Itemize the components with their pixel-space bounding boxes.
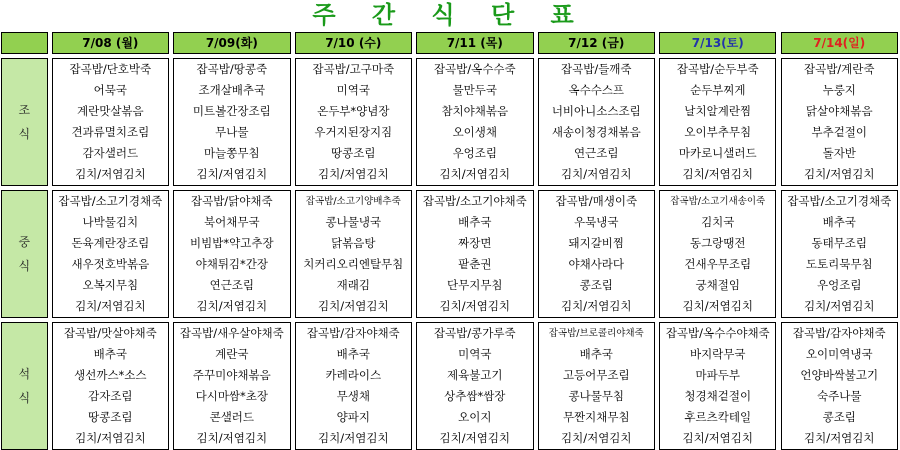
menu-item: 바지락무국	[689, 347, 746, 361]
menu-item: 참치야채볶음	[441, 104, 509, 118]
menu-item: 우거지된장지짐	[314, 125, 393, 139]
menu-item: 잡곡밥/계란죽	[803, 62, 875, 76]
menu-item: 미트볼간장조림	[192, 104, 271, 118]
menu-item: 김치/저염김치	[439, 431, 511, 445]
menu-item: 야채사라다	[568, 257, 625, 271]
menu-item: 조개살배추국	[198, 83, 266, 97]
day-header-wed: 7/10 (수)	[295, 32, 412, 54]
menu-item: 동태무조림	[811, 236, 868, 250]
menu-item: 무생채	[336, 389, 370, 403]
menu-item: 배추국	[822, 215, 856, 229]
menu-item: 돌자반	[822, 146, 856, 160]
menu-item: 오이미역냉국	[805, 347, 873, 361]
menu-item: 동그랑땡전	[689, 236, 746, 250]
menu-item: 건새우무조림	[684, 257, 752, 271]
menu-item: 후르츠칵테일	[684, 410, 752, 424]
dinner-wed-menu-cell	[295, 322, 412, 450]
menu-item: 김치/저염김치	[803, 167, 875, 181]
lunch-tue-menu-cell	[173, 190, 290, 318]
menu-item: 잡곡밥/소고기야채죽	[422, 194, 527, 208]
menu-item: 잡곡밥/새우살야채죽	[179, 326, 284, 340]
menu-item: 잡곡밥/고구마죽	[312, 62, 395, 76]
menu-item: 김치/저염김치	[682, 167, 754, 181]
menu-item: 잡곡밥/들깨죽	[561, 62, 632, 76]
lunch-sat-menu-cell	[659, 190, 776, 318]
meal-label-char: 식	[18, 127, 31, 141]
menu-item: 팥춘권	[458, 257, 492, 271]
menu-item: 잡곡밥/옥수수야채죽	[665, 326, 770, 340]
menu-item: 다시마쌈*초장	[195, 389, 269, 403]
menu-item: 김치/저염김치	[561, 431, 632, 445]
menu-item: 연근조림	[574, 146, 619, 160]
dinner-thu-menu-cell	[416, 322, 533, 450]
menu-item: 우엉조림	[452, 146, 497, 160]
menu-item: 감자조림	[88, 389, 133, 403]
menu-item: 카레라이스	[325, 368, 382, 382]
menu-item: 배추국	[93, 347, 127, 361]
menu-item: 콘샐러드	[209, 410, 255, 424]
menu-item: 오복지무침	[82, 278, 139, 292]
day-header-sat: 7/13(토)	[659, 32, 776, 54]
menu-item: 도토리묵무침	[805, 257, 873, 271]
lunch-sun-menu-cell	[781, 190, 898, 318]
meal-label-char: 조	[18, 103, 31, 117]
menu-item: 무짠지채무침	[562, 410, 630, 424]
day-header-sun: 7/14(일)	[781, 32, 898, 54]
meal-label-char: 식	[18, 391, 31, 405]
lunch-mon-menu-cell	[52, 190, 169, 318]
menu-item: 잡곡밥/땅콩죽	[196, 62, 268, 76]
menu-item: 순두부찌게	[689, 83, 746, 97]
lunch-wed-menu-cell	[295, 190, 412, 318]
menu-item: 단무지무침	[447, 278, 503, 292]
menu-item: 김치/저염김치	[196, 431, 268, 445]
lunch-label-cell	[1, 190, 48, 318]
menu-item: 잡곡밥/감자야채죽	[792, 326, 886, 340]
menu-item: 김치/저염김치	[803, 431, 875, 445]
menu-item: 배추국	[458, 215, 492, 229]
menu-item: 감자샐러드	[82, 146, 139, 160]
lunch-thu-menu-cell	[416, 190, 533, 318]
menu-item: 김치/저염김치	[682, 431, 754, 445]
menu-item: 너비아니소스조림	[551, 104, 641, 118]
menu-item: 어묵국	[93, 83, 127, 97]
menu-item: 잡곡밥/순두부죽	[676, 62, 759, 76]
menu-item: 계란국	[215, 347, 249, 361]
dinner-label-cell	[1, 322, 48, 450]
menu-item: 김치/저염김치	[318, 167, 389, 181]
menu-item: 오이지	[458, 410, 492, 424]
menu-item: 잡곡밥/소고기경채죽	[58, 194, 163, 208]
menu-item: 김치/저염김치	[75, 299, 146, 313]
menu-item: 오이부추무침	[684, 125, 752, 139]
menu-item: 땅콩조림	[88, 410, 133, 424]
menu-item: 연근조림	[209, 278, 255, 292]
menu-item: 콩나물무침	[568, 389, 625, 403]
menu-item: 온두부*양념장	[317, 104, 390, 118]
menu-item: 김치/저염김치	[318, 299, 389, 313]
menu-item: 새송이청경채볶음	[551, 125, 641, 139]
menu-item: 야채튀김*간장	[195, 257, 269, 271]
menu-item: 언양바싹불고기	[800, 368, 879, 382]
menu-item: 청경채겉절이	[684, 389, 752, 403]
menu-item: 닭볶음탕	[331, 236, 376, 250]
menu-item: 마늘쫑무침	[204, 146, 260, 160]
dinner-sat-menu-cell	[659, 322, 776, 450]
menu-item: 양파지	[336, 410, 370, 424]
menu-item: 주꾸미야채볶음	[192, 368, 271, 382]
menu-item: 날치알계란찜	[684, 104, 752, 118]
menu-item: 계란맛살볶음	[77, 104, 144, 118]
menu-item: 상추쌈*쌈장	[444, 389, 506, 403]
menu-item: 오이생채	[452, 125, 497, 139]
dinner-sun-menu-cell	[781, 322, 898, 450]
dinner-fri-menu-cell	[538, 322, 655, 450]
breakfast-wed-menu-cell	[295, 58, 412, 186]
menu-item: 배추국	[579, 347, 613, 361]
menu-item: 궁채절임	[695, 278, 740, 292]
menu-item: 김치/저염김치	[318, 431, 389, 445]
breakfast-thu-menu-cell	[416, 58, 533, 186]
menu-item: 잡곡밥/닭야채죽	[190, 194, 273, 208]
menu-item: 잡곡밥/옥수수죽	[433, 62, 516, 76]
page-title: 주 간 식 단 표	[312, 1, 588, 29]
meal-label-char: 석	[18, 367, 31, 381]
menu-item: 재래김	[336, 278, 370, 292]
menu-item: 우엉조림	[817, 278, 862, 292]
breakfast-row	[1, 58, 898, 186]
menu-item: 새우젓호박볶음	[71, 257, 150, 271]
breakfast-sun-menu-cell	[781, 58, 898, 186]
menu-item: 잡곡밥/맛살야채죽	[63, 326, 157, 340]
menu-item: 김치/저염김치	[682, 299, 754, 313]
menu-item: 마카로니샐러드	[678, 146, 757, 160]
lunch-fri-menu-cell	[538, 190, 655, 318]
dinner-tue-menu-cell	[173, 322, 290, 450]
menu-item: 김치/저염김치	[196, 167, 268, 181]
menu-item: 부추겉절이	[811, 125, 868, 139]
menu-item: 김치/저염김치	[561, 167, 632, 181]
weekly-menu-table	[1, 32, 898, 450]
day-header-fri: 7/12 (금)	[538, 32, 655, 54]
menu-item: 잡곡밥/콩가루죽	[433, 326, 516, 340]
day-header-thu: 7/11 (목)	[416, 32, 533, 54]
menu-item: 배추국	[336, 347, 370, 361]
breakfast-label-cell	[1, 58, 48, 186]
menu-item: 미역국	[458, 347, 492, 361]
menu-item: 치커리오리엔탈무침	[303, 257, 404, 271]
menu-item: 나박물김치	[82, 215, 139, 229]
menu-item: 잡곡밥/소고기경채죽	[787, 194, 892, 208]
breakfast-tue-menu-cell	[173, 58, 290, 186]
menu-item: 김치/저염김치	[75, 167, 146, 181]
menu-item: 김치/저염김치	[803, 299, 875, 313]
menu-item: 우묵냉국	[574, 215, 619, 229]
menu-item: 잡곡밥/매생이죽	[555, 194, 638, 208]
menu-item: 마파두부	[695, 368, 740, 382]
menu-item: 비빔밥*약고추장	[190, 236, 274, 250]
menu-item: 잡곡밥/소고기양배추죽	[305, 196, 401, 207]
menu-item: 돼지갈비찜	[568, 236, 625, 250]
menu-item: 누룽지	[822, 83, 856, 97]
dinner-row	[1, 322, 898, 450]
menu-item: 김치/저염김치	[439, 299, 511, 313]
menu-item: 콩조림	[822, 410, 856, 424]
menu-item: 김치/저염김치	[439, 167, 511, 181]
menu-item: 숙주나물	[817, 389, 862, 403]
menu-item: 김치/저염김치	[561, 299, 632, 313]
menu-item: 잡곡밥/단호박죽	[69, 62, 152, 76]
menu-item: 김치국	[701, 215, 735, 229]
corner-header-cell	[1, 32, 48, 54]
menu-item: 고등어무조림	[562, 368, 630, 382]
menu-item: 땅콩조림	[331, 146, 376, 160]
menu-item: 미역국	[336, 83, 370, 97]
menu-item: 돈육계란장조림	[71, 236, 150, 250]
lunch-row	[1, 190, 898, 318]
breakfast-fri-menu-cell	[538, 58, 655, 186]
menu-item: 무나물	[215, 125, 249, 139]
menu-item: 콩나물냉국	[325, 215, 382, 229]
meal-label-char: 식	[18, 259, 31, 273]
meal-label-char: 중	[18, 235, 31, 249]
menu-item: 북어채무국	[204, 215, 260, 229]
menu-item: 콩조림	[579, 278, 613, 292]
menu-item: 짜장면	[458, 236, 492, 250]
day-header-mon: 7/08 (월)	[52, 32, 169, 54]
menu-item: 견과류멸치조림	[71, 125, 150, 139]
menu-item: 제육불고기	[447, 368, 503, 382]
menu-item: 생선까스*소스	[74, 368, 147, 382]
menu-item: 김치/저염김치	[75, 431, 146, 445]
menu-item: 김치/저염김치	[196, 299, 268, 313]
menu-item: 닭살야채볶음	[805, 104, 873, 118]
day-header-row	[1, 32, 898, 54]
menu-item: 잡곡밥/브로콜리야채죽	[548, 328, 644, 339]
menu-item: 잡곡밥/소고기새송이죽	[670, 196, 766, 207]
dinner-mon-menu-cell	[52, 322, 169, 450]
day-header-tue: 7/09(화)	[173, 32, 290, 54]
menu-item: 물만두국	[452, 83, 497, 97]
menu-item: 잡곡밥/감자야채죽	[306, 326, 400, 340]
breakfast-sat-menu-cell	[659, 58, 776, 186]
breakfast-mon-menu-cell	[52, 58, 169, 186]
menu-item: 옥수수스프	[568, 83, 625, 97]
